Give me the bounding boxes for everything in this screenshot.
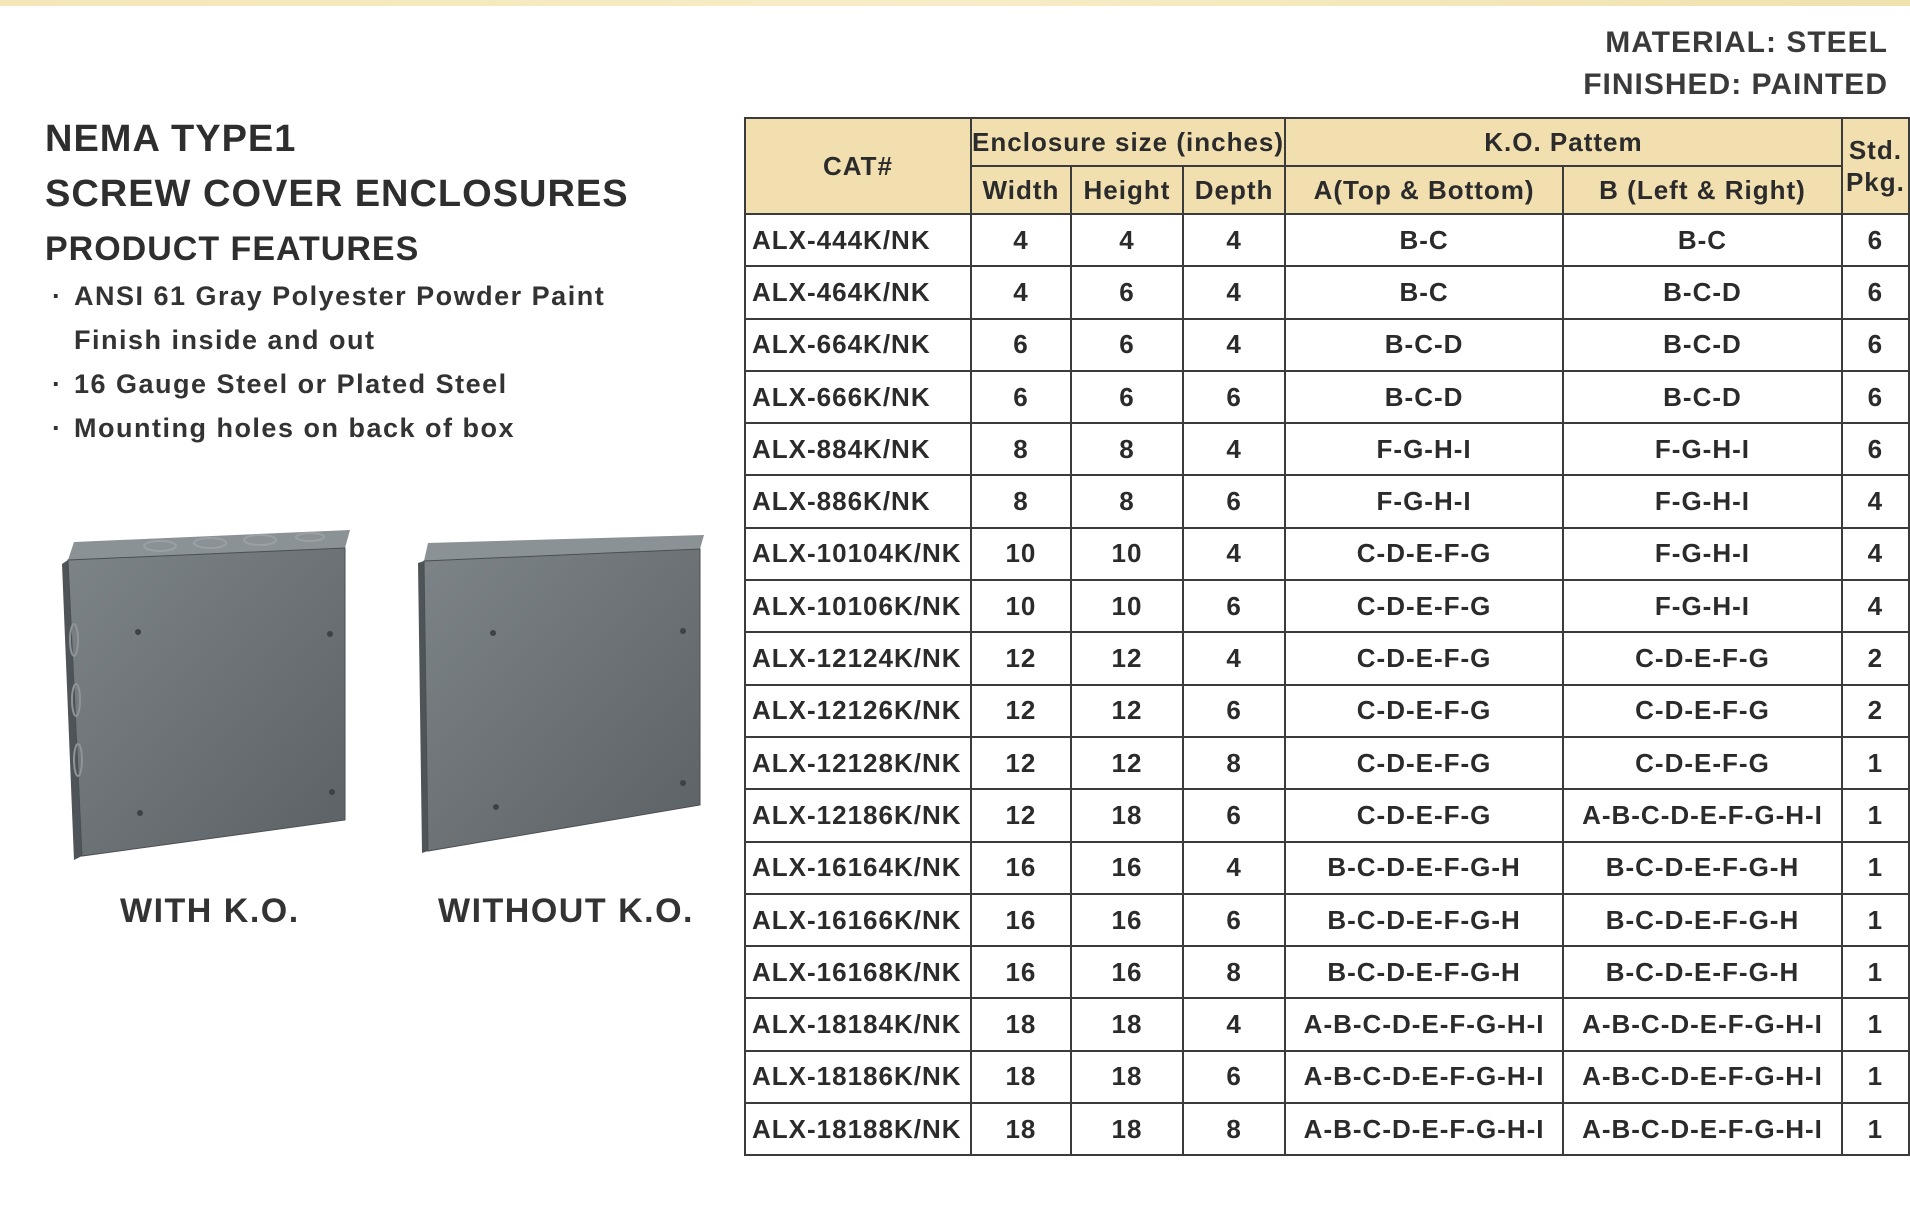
cell-height: 6 — [1071, 266, 1183, 318]
cell-width: 4 — [971, 266, 1071, 318]
table-row — [745, 737, 1909, 789]
cell-height: 12 — [1071, 685, 1183, 737]
cell-height: 4 — [1071, 214, 1183, 266]
cell-cat: ALX-12124K/NK — [745, 632, 971, 684]
cell-ko-a: B-C-D-E-F-G-H — [1285, 842, 1563, 894]
feature-item: · ANSI 61 Gray Polyester Powder Paint Finish inside and out — [52, 274, 634, 362]
cell-std-pkg: 2 — [1842, 685, 1909, 737]
header-pkg-line: Pkg. — [1845, 167, 1905, 197]
cell-depth: 4 — [1183, 319, 1285, 371]
cell-ko-b: B-C-D — [1563, 319, 1842, 371]
cell-depth: 6 — [1183, 371, 1285, 423]
cell-std-pkg: 4 — [1842, 475, 1909, 527]
specification-table — [744, 117, 1910, 1156]
cell-cat: ALX-664K/NK — [745, 319, 971, 371]
cell-height: 8 — [1071, 475, 1183, 527]
features-heading: PRODUCT FEATURES — [45, 230, 420, 268]
header-depth: Depth — [1183, 166, 1285, 214]
cell-std-pkg: 6 — [1842, 266, 1909, 318]
material-label: MATERIAL: STEEL — [1605, 26, 1888, 59]
cell-std-pkg: 1 — [1842, 842, 1909, 894]
header-std-pkg — [1842, 118, 1909, 214]
cell-depth: 8 — [1183, 737, 1285, 789]
cell-ko-b: A-B-C-D-E-F-G-H-I — [1563, 1051, 1842, 1103]
cell-std-pkg: 6 — [1842, 423, 1909, 475]
header-ko-pattern: K.O. Pattem — [1285, 118, 1842, 166]
cell-height: 12 — [1071, 737, 1183, 789]
cell-ko-b: B-C-D — [1563, 266, 1842, 318]
cell-ko-b: F-G-H-I — [1563, 528, 1842, 580]
cell-cat: ALX-12186K/NK — [745, 789, 971, 841]
cell-ko-b: F-G-H-I — [1563, 423, 1842, 475]
cell-ko-b: C-D-E-F-G — [1563, 737, 1842, 789]
cell-std-pkg: 1 — [1842, 789, 1909, 841]
table-row — [745, 475, 1909, 527]
cell-cat: ALX-10104K/NK — [745, 528, 971, 580]
cell-ko-b: C-D-E-F-G — [1563, 632, 1842, 684]
cell-depth: 6 — [1183, 685, 1285, 737]
cell-height: 10 — [1071, 580, 1183, 632]
cell-ko-a: C-D-E-F-G — [1285, 737, 1563, 789]
cell-std-pkg: 6 — [1842, 214, 1909, 266]
cell-width: 8 — [971, 475, 1071, 527]
cell-depth: 6 — [1183, 475, 1285, 527]
cell-ko-a: C-D-E-F-G — [1285, 789, 1563, 841]
feature-item: · Mounting holes on back of box — [52, 406, 634, 450]
cell-depth: 4 — [1183, 266, 1285, 318]
cell-height: 6 — [1071, 371, 1183, 423]
cell-height: 18 — [1071, 1051, 1183, 1103]
cell-ko-a: F-G-H-I — [1285, 475, 1563, 527]
product-type-heading: NEMA TYPE1 — [45, 118, 297, 160]
cell-ko-b: B-C-D-E-F-G-H — [1563, 946, 1842, 998]
cell-height: 10 — [1071, 528, 1183, 580]
cell-ko-a: B-C-D — [1285, 371, 1563, 423]
with-ko-caption: WITH K.O. — [120, 892, 300, 930]
cell-cat: ALX-16166K/NK — [745, 894, 971, 946]
product-name-heading: SCREW COVER ENCLOSURES — [45, 173, 629, 215]
cell-ko-a: B-C — [1285, 266, 1563, 318]
cell-width: 12 — [971, 632, 1071, 684]
cell-std-pkg: 1 — [1842, 1051, 1909, 1103]
cell-std-pkg: 2 — [1842, 632, 1909, 684]
table-row — [745, 214, 1909, 266]
cell-ko-a: B-C-D-E-F-G-H — [1285, 946, 1563, 998]
cell-width: 16 — [971, 842, 1071, 894]
cell-depth: 8 — [1183, 946, 1285, 998]
cell-width: 12 — [971, 789, 1071, 841]
cell-width: 6 — [971, 371, 1071, 423]
cell-std-pkg: 1 — [1842, 998, 1909, 1050]
header-std-line: Std. — [1848, 135, 1902, 165]
table-row — [745, 371, 1909, 423]
cell-height: 16 — [1071, 946, 1183, 998]
cell-std-pkg: 1 — [1842, 946, 1909, 998]
cell-std-pkg: 1 — [1842, 737, 1909, 789]
cell-ko-b: A-B-C-D-E-F-G-H-I — [1563, 998, 1842, 1050]
cell-ko-a: A-B-C-D-E-F-G-H-I — [1285, 998, 1563, 1050]
table-row — [745, 266, 1909, 318]
cell-ko-a: F-G-H-I — [1285, 423, 1563, 475]
cell-height: 6 — [1071, 319, 1183, 371]
cell-cat: ALX-18186K/NK — [745, 1051, 971, 1103]
cell-depth: 4 — [1183, 528, 1285, 580]
cell-std-pkg: 6 — [1842, 371, 1909, 423]
header-width: Width — [971, 166, 1071, 214]
header-enclosure-size: Enclosure size (inches) — [971, 118, 1285, 166]
cell-ko-a: A-B-C-D-E-F-G-H-I — [1285, 1103, 1563, 1155]
cell-ko-b: C-D-E-F-G — [1563, 685, 1842, 737]
cell-width: 12 — [971, 685, 1071, 737]
cell-ko-b: B-C-D — [1563, 371, 1842, 423]
cell-ko-b: F-G-H-I — [1563, 475, 1842, 527]
cell-cat: ALX-18184K/NK — [745, 998, 971, 1050]
cell-height: 18 — [1071, 789, 1183, 841]
cell-depth: 4 — [1183, 998, 1285, 1050]
product-title-block — [45, 112, 629, 276]
cell-depth: 6 — [1183, 789, 1285, 841]
cell-ko-a: A-B-C-D-E-F-G-H-I — [1285, 1051, 1563, 1103]
cell-ko-a: B-C-D-E-F-G-H — [1285, 894, 1563, 946]
finish-label: FINISHED: PAINTED — [1583, 68, 1888, 101]
cell-width: 10 — [971, 528, 1071, 580]
cell-depth: 4 — [1183, 632, 1285, 684]
header-a-top-bottom: A(Top & Bottom) — [1285, 166, 1563, 214]
table-row — [745, 946, 1909, 998]
cell-width: 16 — [971, 946, 1071, 998]
table-row — [745, 423, 1909, 475]
cell-std-pkg: 4 — [1842, 580, 1909, 632]
top-accent-stripe — [0, 0, 1910, 6]
cell-height: 16 — [1071, 842, 1183, 894]
cell-ko-a: B-C-D — [1285, 319, 1563, 371]
cell-cat: ALX-10106K/NK — [745, 580, 971, 632]
table-row — [745, 319, 1909, 371]
table-row — [745, 1103, 1909, 1155]
cell-cat: ALX-666K/NK — [745, 371, 971, 423]
cell-width: 4 — [971, 214, 1071, 266]
table-row — [745, 842, 1909, 894]
cell-depth: 4 — [1183, 423, 1285, 475]
table-row — [745, 1051, 1909, 1103]
without-ko-caption: WITHOUT K.O. — [438, 892, 694, 930]
cell-ko-b: B-C — [1563, 214, 1842, 266]
cell-std-pkg: 6 — [1842, 319, 1909, 371]
table-row — [745, 632, 1909, 684]
cell-ko-a: C-D-E-F-G — [1285, 528, 1563, 580]
cell-ko-a: C-D-E-F-G — [1285, 685, 1563, 737]
cell-height: 12 — [1071, 632, 1183, 684]
cell-std-pkg: 4 — [1842, 528, 1909, 580]
cell-cat: ALX-18188K/NK — [745, 1103, 971, 1155]
cell-height: 18 — [1071, 1103, 1183, 1155]
cell-width: 18 — [971, 1051, 1071, 1103]
cell-height: 8 — [1071, 423, 1183, 475]
cell-ko-b: B-C-D-E-F-G-H — [1563, 894, 1842, 946]
cell-std-pkg: 1 — [1842, 894, 1909, 946]
cell-cat: ALX-16164K/NK — [745, 842, 971, 894]
cell-ko-a: C-D-E-F-G — [1285, 580, 1563, 632]
feature-item: · 16 Gauge Steel or Plated Steel — [52, 362, 634, 406]
cell-depth: 6 — [1183, 894, 1285, 946]
table-row — [745, 789, 1909, 841]
table-row — [745, 894, 1909, 946]
cell-ko-b: A-B-C-D-E-F-G-H-I — [1563, 789, 1842, 841]
cell-width: 18 — [971, 1103, 1071, 1155]
cell-height: 16 — [1071, 894, 1183, 946]
table-row — [745, 998, 1909, 1050]
cell-ko-a: B-C — [1285, 214, 1563, 266]
cell-ko-b: B-C-D-E-F-G-H — [1563, 842, 1842, 894]
table-row — [745, 580, 1909, 632]
header-b-left-right: B (Left & Right) — [1563, 166, 1842, 214]
cell-cat: ALX-884K/NK — [745, 423, 971, 475]
material-info — [1583, 22, 1888, 106]
cell-std-pkg: 1 — [1842, 1103, 1909, 1155]
header-cat: CAT# — [745, 118, 971, 214]
enclosure-without-ko-image — [418, 535, 718, 865]
cell-cat: ALX-886K/NK — [745, 475, 971, 527]
enclosure-with-ko-image — [60, 530, 360, 870]
cell-depth: 4 — [1183, 214, 1285, 266]
cell-width: 12 — [971, 737, 1071, 789]
cell-width: 8 — [971, 423, 1071, 475]
cell-depth: 8 — [1183, 1103, 1285, 1155]
cell-ko-b: A-B-C-D-E-F-G-H-I — [1563, 1103, 1842, 1155]
cell-height: 18 — [1071, 998, 1183, 1050]
cell-depth: 6 — [1183, 580, 1285, 632]
cell-depth: 4 — [1183, 842, 1285, 894]
cell-width: 16 — [971, 894, 1071, 946]
table-row — [745, 685, 1909, 737]
table-body — [745, 214, 1909, 1155]
cell-cat: ALX-12126K/NK — [745, 685, 971, 737]
table-row — [745, 528, 1909, 580]
cell-ko-b: F-G-H-I — [1563, 580, 1842, 632]
cell-width: 18 — [971, 998, 1071, 1050]
cell-cat: ALX-16168K/NK — [745, 946, 971, 998]
cell-cat: ALX-444K/NK — [745, 214, 971, 266]
cell-cat: ALX-464K/NK — [745, 266, 971, 318]
cell-width: 6 — [971, 319, 1071, 371]
cell-depth: 6 — [1183, 1051, 1285, 1103]
header-height: Height — [1071, 166, 1183, 214]
cell-width: 10 — [971, 580, 1071, 632]
cell-cat: ALX-12128K/NK — [745, 737, 971, 789]
cell-ko-a: C-D-E-F-G — [1285, 632, 1563, 684]
feature-list — [52, 274, 634, 450]
